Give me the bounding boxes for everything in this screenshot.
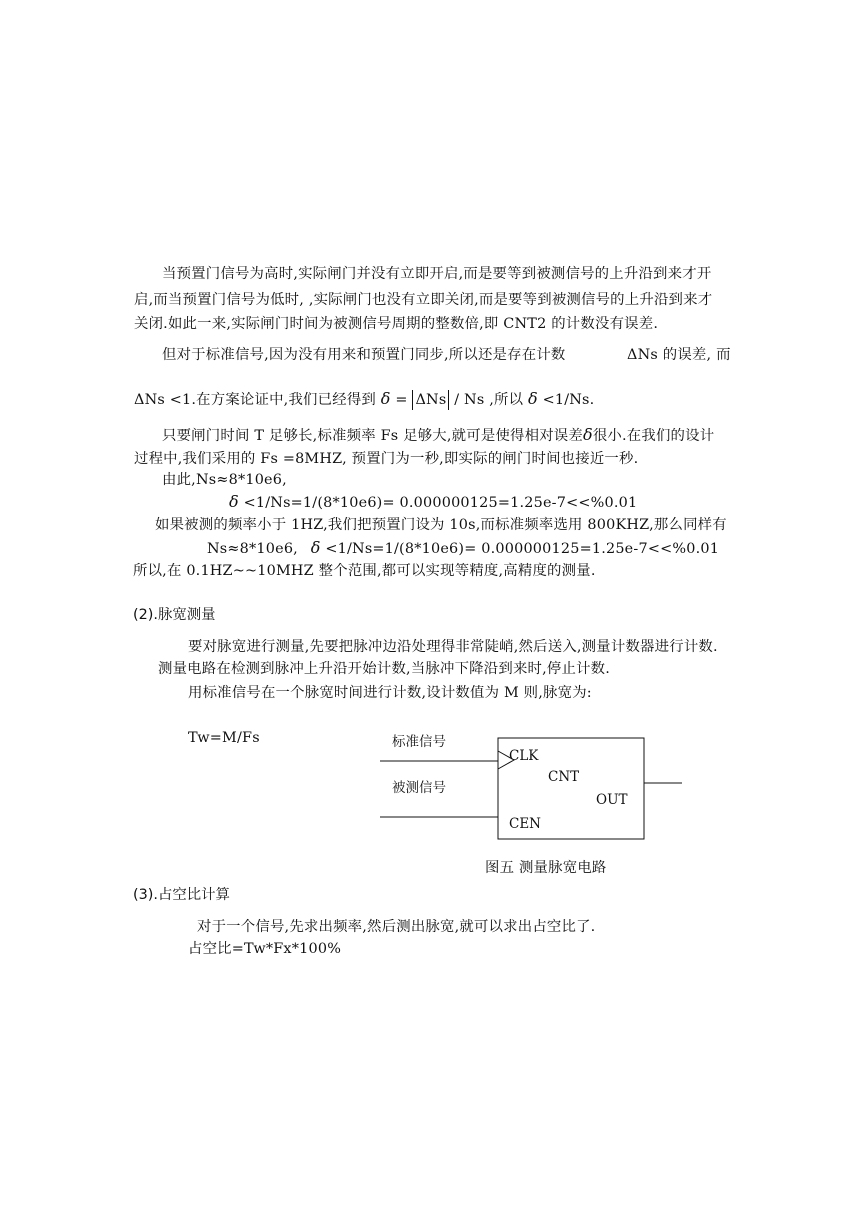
p1-line3: 关闭.如此一来,实际闸门时间为被测信号周期的整数倍,即 CNT2 的计数没有误差. (134, 316, 659, 332)
measured-signal-label: 被测信号 (392, 780, 446, 796)
p3-line6a: Ns≈8*10e6, (207, 541, 298, 557)
equals-sign: = (395, 392, 408, 408)
p3-line7: 所以,在 0.1HZ~~10MHZ 整个范围,都可以实现等精度,高精度的测量. (133, 563, 596, 579)
p3-line6b: <1/Ns=1/(8*10e6)= 0.000000125=1.25e-7<<%0.01 (325, 541, 720, 557)
section3-heading: (3).占空比计算 (133, 887, 230, 903)
figure-caption: 图五 测量脉宽电路 (485, 860, 607, 876)
p3-line1b: 很小.在我们的设计 (592, 428, 715, 444)
s2-line3: 用标准信号在一个脉宽时间进行计数,设计数值为 M 则,脉宽为: (188, 685, 592, 701)
p2-line2b: ,所以 (489, 392, 524, 408)
s3-line1: 对于一个信号,先求出频率,然后测出脉宽,就可以求出占空比了. (197, 919, 596, 935)
out-pin-label: OUT (596, 792, 628, 808)
cen-pin-label: CEN (509, 816, 541, 832)
over-ns: / Ns (454, 392, 485, 408)
pulse-width-circuit-diagram (372, 728, 692, 848)
delta-symbol: δ (310, 538, 321, 557)
p2-line1b: ΔNs 的误差, 而 (627, 347, 731, 363)
p3-line5: 如果被测的频率小于 1HZ,我们把预置门设为 10s,而标准频率选用 800KHZ,那么同样有 (155, 517, 727, 533)
abs-delta-ns: ΔNs (412, 390, 449, 410)
pulse-width-formula: Tw=M/Fs (188, 730, 260, 746)
p2-line1a: 但对于标准信号,因为没有用来和预置门同步,所以还是存在计数 (162, 347, 566, 363)
duty-cycle-formula: 占空比=Tw*Fx*100% (188, 941, 342, 957)
delta-symbol: δ (582, 425, 593, 444)
p3-line4 (229, 493, 637, 512)
p2-line2 (134, 390, 594, 410)
cnt-block-label: CNT (548, 769, 580, 785)
p3-line3: 由此,Ns≈8*10e6, (162, 472, 287, 488)
p3-line1a: 只要闸门时间 T 足够长,标准频率 Fs 足够大,就可是使得相对误差 (162, 428, 583, 444)
p3-line2: 过程中,我们采用的 Fs =8MHZ, 预置门为一秒,即实际的闸门时间也接近一秒. (134, 451, 639, 467)
clk-pin-label: CLK (509, 748, 539, 764)
delta-symbol: δ (527, 389, 538, 408)
s2-line2: 测量电路在检测到脉冲上升沿开始计数,当脉冲下降沿到来时,停止计数. (158, 661, 611, 677)
p3-line6 (207, 539, 719, 558)
p3-line1 (162, 426, 714, 445)
p2-line2c: <1/Ns. (542, 392, 595, 408)
delta-symbol: δ (380, 389, 391, 408)
p1-line2: 启,而当预置门信号为低时, ,实际闸门也没有立即关闭,而是要等到被测信号的上升沿到来才 (134, 292, 713, 308)
standard-signal-label: 标准信号 (392, 734, 446, 750)
p1-line1: 当预置门信号为高时,实际闸门并没有立即开启,而是要等到被测信号的上升沿到来才开 (162, 266, 712, 282)
s2-line1: 要对脉宽进行测量,先要把脉冲边沿处理得非常陡峭,然后送入,测量计数器进行计数. (188, 639, 718, 655)
p2-line2a: ΔNs <1.在方案论证中,我们已经得到 (134, 392, 376, 408)
p3-line4-text: <1/Ns=1/(8*10e6)= 0.000000125=1.25e-7<<%0.01 (243, 495, 638, 511)
delta-symbol: δ (229, 492, 239, 511)
section2-heading: (2).脉宽测量 (133, 607, 216, 623)
